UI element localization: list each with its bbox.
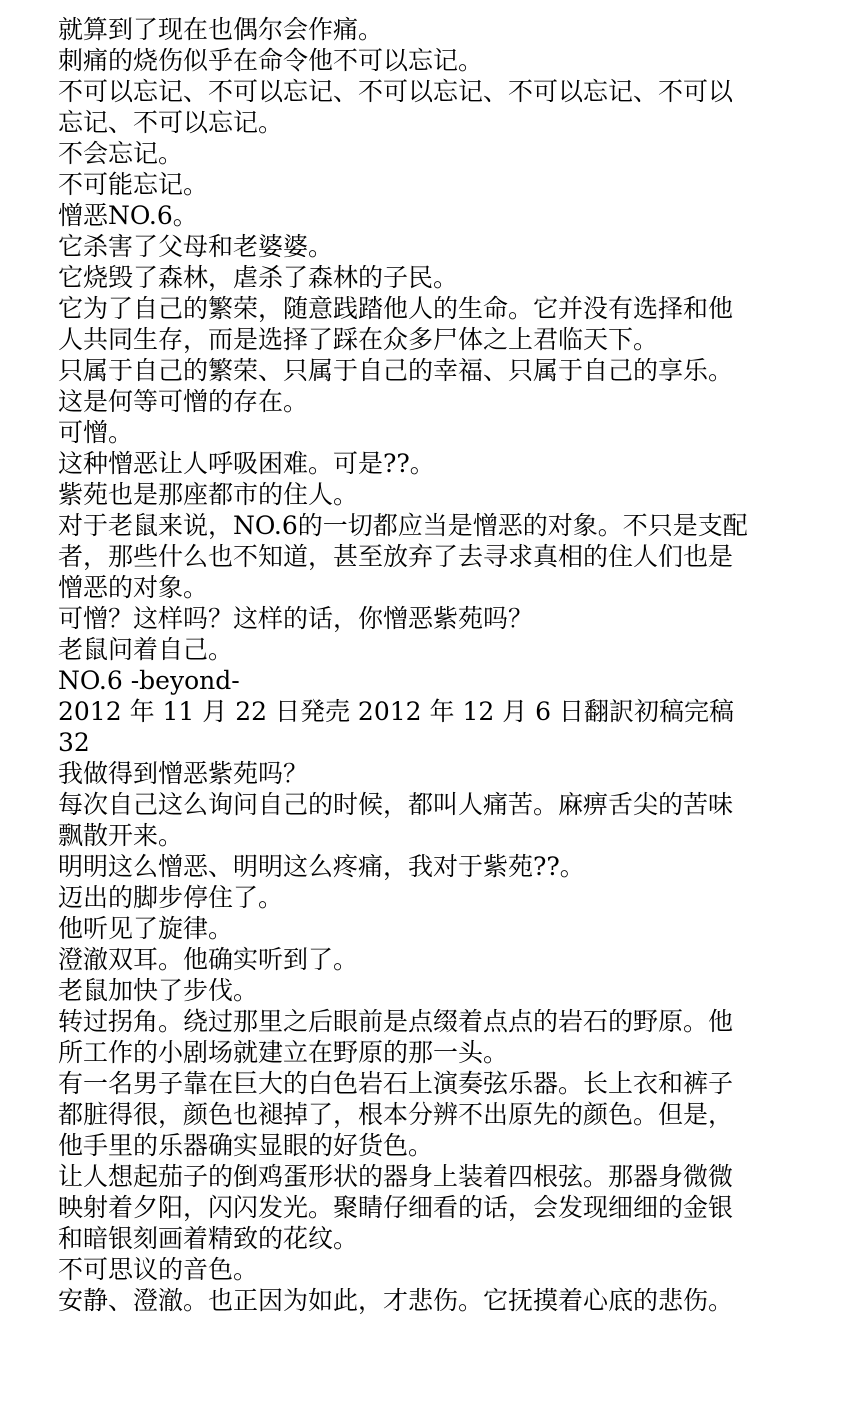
text-line: 映射着夕阳，闪闪发光。聚睛仔细看的话，会发现细细的金银 xyxy=(58,1193,734,1222)
text-line: 明明这么憎恶、明明这么疼痛，我对于紫苑??。 xyxy=(58,852,585,881)
text-line: 不可思议的音色。 xyxy=(58,1255,259,1284)
text-line: 刺痛的烧伤似乎在命令他不可以忘记。 xyxy=(58,46,484,75)
text-line: 安静、澄澈。也正因为如此，才悲伤。它抚摸着心底的悲伤。 xyxy=(58,1286,734,1315)
text-line: 老鼠问着自己。 xyxy=(58,635,234,664)
text-line: 有一名男子靠在巨大的白色岩石上演奏弦乐器。长上衣和裤子 xyxy=(58,1069,734,1098)
text-line: 者，那些什么也不知道，甚至放弃了去寻求真相的住人们也是 xyxy=(58,542,734,571)
text-line: 不会忘记。 xyxy=(58,139,184,168)
text-line: 所工作的小剧场就建立在野原的那一头。 xyxy=(58,1038,509,1067)
text-line: 紫苑也是那座都市的住人。 xyxy=(58,480,359,509)
text-line: 迈出的脚步停住了。 xyxy=(58,883,284,912)
page-number: 32 xyxy=(58,728,90,757)
text-line: 飘散开来。 xyxy=(58,821,184,850)
text-line: 让人想起茄子的倒鸡蛋形状的器身上装着四根弦。那器身微微 xyxy=(58,1162,734,1191)
text-line: 转过拐角。绕过那里之后眼前是点缀着点点的岩石的野原。他 xyxy=(58,1007,734,1036)
text-line: 它杀害了父母和老婆婆。 xyxy=(58,232,334,261)
text-line: 可憎？这样吗？这样的话，你憎恶紫苑吗？ xyxy=(58,604,534,633)
text-line: 他手里的乐器确实显眼的好货色。 xyxy=(58,1131,434,1160)
text-line: 可憎。 xyxy=(58,418,134,447)
text-line: 憎恶的对象。 xyxy=(58,573,209,602)
text-line: 只属于自己的繁荣、只属于自己的幸福、只属于自己的享乐。 xyxy=(58,356,734,385)
text-line: 这是何等可憎的存在。 xyxy=(58,387,309,416)
page-header-title: NO.6 -beyond- xyxy=(58,666,240,695)
text-line: 忘记、不可以忘记。 xyxy=(58,108,284,137)
page-header-date: 2012 年 11 月 22 日発売 2012 年 12 月 6 日翻訳初稿完稿 xyxy=(58,697,735,726)
text-line: 就算到了现在也偶尔会作痛。 xyxy=(58,15,384,44)
text-line: 憎恶NO.6。 xyxy=(58,201,198,230)
text-line: 它为了自己的繁荣，随意践踏他人的生命。它并没有选择和他 xyxy=(58,294,734,323)
text-line: 和暗银刻画着精致的花纹。 xyxy=(58,1224,359,1253)
text-line: 不可以忘记、不可以忘记、不可以忘记、不可以忘记、不可以 xyxy=(58,77,734,106)
text-line: 人共同生存，而是选择了踩在众多尸体之上君临天下。 xyxy=(58,325,659,354)
text-line: 都脏得很，颜色也褪掉了，根本分辨不出原先的颜色。但是， xyxy=(58,1100,734,1129)
text-line: 不可能忘记。 xyxy=(58,170,209,199)
text-line: 我做得到憎恶紫苑吗？ xyxy=(58,759,309,788)
text-line: 每次自己这么询问自己的时候，都叫人痛苦。麻痹舌尖的苦味 xyxy=(58,790,734,819)
text-line: 他听见了旋律。 xyxy=(58,914,234,943)
text-line: 这种憎恶让人呼吸困难。可是??。 xyxy=(58,449,435,478)
text-line: 老鼠加快了步伐。 xyxy=(58,976,259,1005)
text-line: 澄澈双耳。他确实听到了。 xyxy=(58,945,359,974)
text-line: 对于老鼠来说，NO.6的一切都应当是憎恶的对象。不只是支配 xyxy=(58,511,748,540)
text-line: 它烧毁了森林，虐杀了森林的子民。 xyxy=(58,263,459,292)
